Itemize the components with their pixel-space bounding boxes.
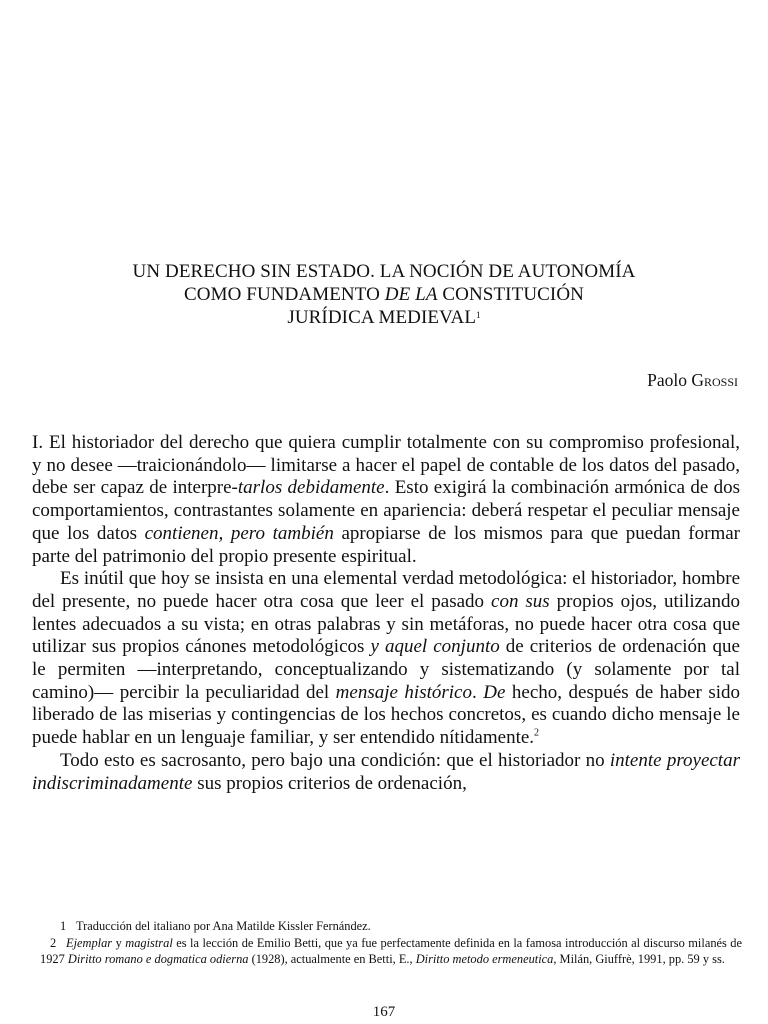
title-line-1: UN DERECHO SIN ESTADO. LA NOCIÓN DE AUTONOMÍA — [132, 261, 636, 282]
footnote-1: 1 Traducción del italiano por Ana Matilde Kissler Fernández. — [60, 919, 371, 933]
body-text — [32, 432, 740, 795]
footnotes — [40, 918, 742, 968]
paragraph-3: Todo esto es sacrosanto, pero bajo una condición: que el historiador no intente proyectar indiscriminadamente sus propios criterios de ordenación, — [32, 749, 740, 794]
footnote-2: 2 Ejemplar y magistral es la lección de Emilio Betti, que ya fue perfectamente definida en la famosa introducción al discurso milanés de 1927 Diritto romano e dogmatica odierna (1928), actualmente en Betti, E., Diritto metodo ermeneutica, Milán, Giuffrè, 1991, pp. 59 y ss. — [40, 935, 742, 966]
paragraph-1: I. El historiador del derecho que quiera cumplir totalmente con su compromiso profesional, y no desee —traicionándolo— limitarse a hacer el papel de contable de los datos del pasado, debe ser capaz de interpre-tarlos debidamente. Esto exigirá la combinación armónica de dos comportamientos, contrastantes solamente en apariencia: deberá respetar el peculiar mensaje que los datos contienen, pero también apropiarse de los mismos para que puedan formar parte del patrimonio del propio presente espiritual. — [32, 432, 740, 567]
title-line-3: JURÍDICA MEDIEVAL$^1$ — [287, 307, 481, 328]
title-line-2: COMO FUNDAMENTO DE LA CONSTITUCIÓN — [184, 284, 584, 305]
paragraph-2: Es inútil que hoy se insista en una elemental verdad metodológica: el historiador, hombre del presente, no puede hacer otra cosa que leer el pasado con sus propios ojos, utilizando lentes adecuados a su vista; en otras palabras y sin metáforas, no puede hacer otra cosa que utilizar sus propios cánones metodológicos y aquel conjunto de criterios de ordenación que le permiten —interpretando, conceptualizando y sistematizando (y solamente por tal camino)— percibir la peculiaridad del mensaje histórico. De hecho, después de haber sido liberado de las miserias y contingencias de los hechos concretos, es cuando dicho mensaje le puede hablar en un lenguaje familiar, y ser entendido nítidamente.$^2$ — [32, 568, 741, 749]
page-number: 167 — [372, 1004, 396, 1020]
article-title — [0, 260, 768, 329]
author-name: Paolo Grossi — [647, 370, 738, 390]
title-footnote-mark: 1 — [476, 310, 481, 320]
footnote-ref-2: 2 — [534, 727, 540, 739]
